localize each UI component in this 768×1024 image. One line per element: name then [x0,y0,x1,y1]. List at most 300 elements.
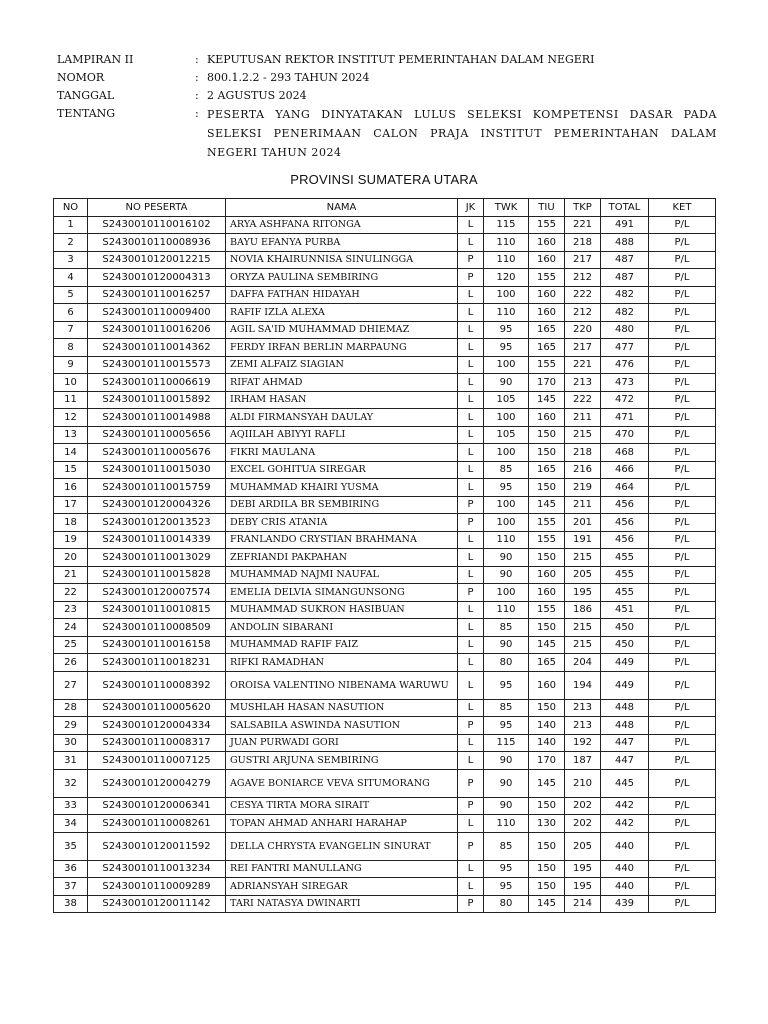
gender: L [458,356,484,374]
status: P/L [649,636,716,654]
score-twk: 90 [484,752,529,770]
participant-id: S2430010120004313 [88,269,226,287]
participant-name: MUSHLAH HASAN NASUTION [226,699,458,717]
gender: P [458,797,484,815]
column-header: JK [458,199,484,217]
score-twk: 95 [484,878,529,896]
score-tkp: 187 [565,752,601,770]
score-twk: 95 [484,717,529,735]
participant-id: S2430010110016257 [88,286,226,304]
score-tkp: 215 [565,426,601,444]
score-tkp: 211 [565,496,601,514]
table-row [54,251,716,269]
status: P/L [649,815,716,833]
table-row [54,878,716,896]
column-header: NAMA [226,199,458,217]
participant-name: NOVIA KHAIRUNNISA SINULINGGA [226,251,458,269]
header-colon: : [195,53,199,66]
table-header-row [54,199,716,217]
participant-id: S2430010120007574 [88,584,226,602]
score-twk: 110 [484,304,529,322]
score-twk: 115 [484,216,529,234]
status: P/L [649,654,716,672]
status: P/L [649,479,716,497]
score-total: 448 [601,717,649,735]
table-row [54,514,716,532]
table-row [54,566,716,584]
status: P/L [649,699,716,717]
participant-id: S2430010110015573 [88,356,226,374]
participant-id: S2430010120012215 [88,251,226,269]
gender: L [458,321,484,339]
participant-id: S2430010110007125 [88,752,226,770]
score-total: 471 [601,409,649,427]
participant-name: EMELIA DELVIA SIMANGUNSONG [226,584,458,602]
participant-name: BAYU EFANYA PURBA [226,234,458,252]
table-row [54,654,716,672]
score-total: 477 [601,339,649,357]
document-header [57,51,717,162]
score-total: 455 [601,584,649,602]
row-number: 22 [54,584,88,602]
row-number: 21 [54,566,88,584]
score-twk: 100 [484,409,529,427]
participant-name: ALDI FIRMANSYAH DAULAY [226,409,458,427]
gender: L [458,444,484,462]
score-tkp: 220 [565,321,601,339]
status: P/L [649,234,716,252]
gender: P [458,496,484,514]
row-number: 26 [54,654,88,672]
score-twk: 85 [484,699,529,717]
score-total: 439 [601,895,649,913]
row-number: 16 [54,479,88,497]
score-total: 442 [601,797,649,815]
column-header: TKP [565,199,601,217]
participant-id: S2430010110014339 [88,531,226,549]
score-tiu: 155 [529,531,565,549]
header-value: KEPUTUSAN REKTOR INSTITUT PEMERINTAHAN DALAM NEGERI [207,53,595,66]
score-tkp: 213 [565,374,601,392]
status: P/L [649,531,716,549]
score-tiu: 160 [529,304,565,322]
row-number: 2 [54,234,88,252]
participant-name: DAFFA FATHAN HIDAYAH [226,286,458,304]
score-tiu: 160 [529,234,565,252]
score-tiu: 145 [529,895,565,913]
table-row [54,636,716,654]
table-row [54,769,716,797]
status: P/L [649,216,716,234]
table-row [54,752,716,770]
row-number: 28 [54,699,88,717]
table-row [54,619,716,637]
score-tkp: 205 [565,566,601,584]
header-colon: : [195,89,199,102]
score-twk: 95 [484,479,529,497]
score-total: 450 [601,619,649,637]
table-row [54,461,716,479]
score-tiu: 145 [529,391,565,409]
score-twk: 115 [484,734,529,752]
score-total: 487 [601,269,649,287]
score-tiu: 145 [529,496,565,514]
gender: P [458,717,484,735]
score-tiu: 155 [529,269,565,287]
score-twk: 80 [484,895,529,913]
score-tiu: 140 [529,717,565,735]
score-twk: 95 [484,860,529,878]
status: P/L [649,566,716,584]
row-number: 12 [54,409,88,427]
status: P/L [649,356,716,374]
column-header: TWK [484,199,529,217]
score-tkp: 201 [565,514,601,532]
table-row [54,286,716,304]
gender: L [458,752,484,770]
participant-name: MUHAMMAD SUKRON HASIBUAN [226,601,458,619]
score-tkp: 186 [565,601,601,619]
gender: P [458,832,484,860]
row-number: 30 [54,734,88,752]
participant-name: FIKRI MAULANA [226,444,458,462]
score-tkp: 195 [565,860,601,878]
score-total: 449 [601,671,649,699]
score-tkp: 215 [565,549,601,567]
participant-name: DELLA CHRYSTA EVANGELIN SINURAT [226,832,458,860]
status: P/L [649,601,716,619]
score-twk: 95 [484,339,529,357]
row-number: 15 [54,461,88,479]
participant-name: AGAVE BONIARCE VEVA SITUMORANG [226,769,458,797]
row-number: 24 [54,619,88,637]
gender: L [458,304,484,322]
score-total: 464 [601,479,649,497]
score-twk: 100 [484,356,529,374]
score-total: 455 [601,566,649,584]
participant-name: CESYA TIRTA MORA SIRAIT [226,797,458,815]
status: P/L [649,619,716,637]
participant-id: S2430010110005656 [88,426,226,444]
status: P/L [649,321,716,339]
gender: L [458,860,484,878]
score-total: 449 [601,654,649,672]
score-total: 448 [601,699,649,717]
participant-id: S2430010110008261 [88,815,226,833]
participant-name: ZEMI ALFAIZ SIAGIAN [226,356,458,374]
gender: L [458,391,484,409]
participant-id: S2430010120013523 [88,514,226,532]
header-label: NOMOR [57,71,105,84]
gender: L [458,216,484,234]
participant-name: IRHAM HASAN [226,391,458,409]
participant-id: S2430010120006341 [88,797,226,815]
score-tiu: 150 [529,832,565,860]
column-header: KET [649,199,716,217]
table-row [54,374,716,392]
table-row [54,356,716,374]
score-total: 455 [601,549,649,567]
score-total: 456 [601,496,649,514]
table-row [54,444,716,462]
gender: L [458,878,484,896]
gender: L [458,566,484,584]
score-tkp: 222 [565,286,601,304]
participant-name: RIFAT AHMAD [226,374,458,392]
gender: L [458,619,484,637]
participant-name: ARYA ASHFANA RITONGA [226,216,458,234]
status: P/L [649,769,716,797]
score-twk: 110 [484,251,529,269]
score-tiu: 150 [529,549,565,567]
gender: L [458,815,484,833]
score-twk: 90 [484,769,529,797]
participant-id: S2430010110006619 [88,374,226,392]
score-total: 456 [601,514,649,532]
row-number: 31 [54,752,88,770]
table-row [54,234,716,252]
score-tkp: 218 [565,234,601,252]
table-row [54,671,716,699]
gender: L [458,601,484,619]
table-row [54,895,716,913]
status: P/L [649,409,716,427]
score-tkp: 217 [565,339,601,357]
score-twk: 90 [484,566,529,584]
score-tiu: 150 [529,860,565,878]
score-tiu: 155 [529,356,565,374]
participant-id: S2430010120004279 [88,769,226,797]
gender: P [458,769,484,797]
score-tiu: 160 [529,286,565,304]
gender: P [458,895,484,913]
participant-name: ADRIANSYAH SIREGAR [226,878,458,896]
column-header: TOTAL [601,199,649,217]
participant-id: S2430010120011142 [88,895,226,913]
participant-name: GUSTRI ARJUNA SEMBIRING [226,752,458,770]
status: P/L [649,549,716,567]
score-total: 450 [601,636,649,654]
status: P/L [649,671,716,699]
score-tiu: 150 [529,444,565,462]
header-label: TANGGAL [57,89,115,102]
table-row [54,409,716,427]
participant-id: S2430010110009289 [88,878,226,896]
status: P/L [649,374,716,392]
score-twk: 95 [484,671,529,699]
score-total: 491 [601,216,649,234]
participant-name: FERDY IRFAN BERLIN MARPAUNG [226,339,458,357]
gender: L [458,286,484,304]
table-row [54,549,716,567]
participant-id: S2430010110013029 [88,549,226,567]
results-table [53,198,716,913]
table-row [54,426,716,444]
gender: L [458,479,484,497]
row-number: 37 [54,878,88,896]
participant-id: S2430010110015030 [88,461,226,479]
score-twk: 100 [484,514,529,532]
table-body [54,216,716,913]
table-row [54,216,716,234]
participant-name: MUHAMMAD NAJMI NAUFAL [226,566,458,584]
row-number: 4 [54,269,88,287]
participant-name: JUAN PURWADI GORI [226,734,458,752]
table-row [54,717,716,735]
score-tkp: 221 [565,216,601,234]
score-total: 476 [601,356,649,374]
score-tkp: 194 [565,671,601,699]
gender: P [458,584,484,602]
score-tiu: 150 [529,426,565,444]
header-value: PESERTA YANG DINYATAKAN LULUS SELEKSI KOMPETENSI DASAR PADA SELEKSI PENERIMAAN CALON PRAJA INSTITUT PEMERINTAHAN DALAM NEGERI TAHUN 2024 [207,108,717,159]
header-colon: : [195,71,199,84]
table-row [54,321,716,339]
score-tkp: 213 [565,699,601,717]
score-tkp: 202 [565,815,601,833]
score-tkp: 191 [565,531,601,549]
score-tiu: 165 [529,321,565,339]
province-title: PROVINSI SUMATERA UTARA [290,172,478,187]
participant-id: S2430010110018231 [88,654,226,672]
participant-id: S2430010110013234 [88,860,226,878]
score-tiu: 165 [529,461,565,479]
participant-name: TARI NATASYA DWINARTI [226,895,458,913]
score-tiu: 160 [529,409,565,427]
participant-id: S2430010110008509 [88,619,226,637]
row-number: 19 [54,531,88,549]
table-row [54,339,716,357]
participant-name: ANDOLIN SIBARANI [226,619,458,637]
score-tiu: 165 [529,654,565,672]
status: P/L [649,895,716,913]
row-number: 34 [54,815,88,833]
score-twk: 80 [484,654,529,672]
score-tiu: 170 [529,374,565,392]
participant-name: EXCEL GOHITUA SIREGAR [226,461,458,479]
gender: L [458,734,484,752]
header-label: LAMPIRAN II [57,53,134,66]
row-number: 33 [54,797,88,815]
table-row [54,699,716,717]
row-number: 1 [54,216,88,234]
score-tkp: 215 [565,636,601,654]
gender: L [458,426,484,444]
row-number: 20 [54,549,88,567]
score-twk: 85 [484,619,529,637]
status: P/L [649,251,716,269]
score-tkp: 215 [565,619,601,637]
participant-id: S2430010110008392 [88,671,226,699]
score-twk: 100 [484,286,529,304]
participant-name: REI FANTRI MANULLANG [226,860,458,878]
score-tiu: 145 [529,769,565,797]
score-twk: 90 [484,374,529,392]
participant-id: S2430010120004334 [88,717,226,735]
participant-name: MUHAMMAD KHAIRI YUSMA [226,479,458,497]
status: P/L [649,717,716,735]
score-twk: 105 [484,391,529,409]
score-twk: 100 [484,496,529,514]
score-twk: 110 [484,601,529,619]
score-total: 470 [601,426,649,444]
column-header: TIU [529,199,565,217]
score-tiu: 165 [529,339,565,357]
row-number: 14 [54,444,88,462]
row-number: 5 [54,286,88,304]
gender: L [458,234,484,252]
score-total: 482 [601,304,649,322]
status: P/L [649,752,716,770]
score-total: 440 [601,878,649,896]
score-tiu: 155 [529,601,565,619]
header-row-tanggal [57,87,717,105]
column-header: NO PESERTA [88,199,226,217]
score-twk: 90 [484,549,529,567]
gender: L [458,531,484,549]
gender: L [458,636,484,654]
score-tkp: 214 [565,895,601,913]
participant-name: OROISA VALENTINO NIBENAMA WARUWU [226,671,458,699]
score-total: 488 [601,234,649,252]
score-tkp: 222 [565,391,601,409]
row-number: 23 [54,601,88,619]
status: P/L [649,860,716,878]
gender: L [458,549,484,567]
table-row [54,734,716,752]
status: P/L [649,584,716,602]
score-tiu: 150 [529,699,565,717]
score-total: 466 [601,461,649,479]
row-number: 25 [54,636,88,654]
participant-name: TOPAN AHMAD ANHARI HARAHAP [226,815,458,833]
table-row [54,531,716,549]
score-tkp: 212 [565,304,601,322]
row-number: 9 [54,356,88,374]
score-tiu: 160 [529,251,565,269]
score-tkp: 218 [565,444,601,462]
score-tkp: 205 [565,832,601,860]
row-number: 17 [54,496,88,514]
header-label: TENTANG [57,107,116,120]
header-row-nomor [57,69,717,87]
score-total: 447 [601,734,649,752]
score-total: 480 [601,321,649,339]
score-tiu: 170 [529,752,565,770]
table-row [54,479,716,497]
score-tkp: 211 [565,409,601,427]
score-twk: 95 [484,321,529,339]
gender: P [458,514,484,532]
score-tiu: 160 [529,566,565,584]
gender: L [458,671,484,699]
header-colon: : [195,107,199,120]
score-total: 440 [601,860,649,878]
gender: P [458,269,484,287]
row-number: 27 [54,671,88,699]
participant-id: S2430010110009400 [88,304,226,322]
participant-name: RIFKI RAMADHAN [226,654,458,672]
score-total: 473 [601,374,649,392]
score-tiu: 160 [529,584,565,602]
score-total: 468 [601,444,649,462]
header-row-lampiran [57,51,717,69]
score-tkp: 213 [565,717,601,735]
score-tiu: 130 [529,815,565,833]
score-tkp: 221 [565,356,601,374]
score-twk: 105 [484,426,529,444]
participant-id: S2430010110008936 [88,234,226,252]
